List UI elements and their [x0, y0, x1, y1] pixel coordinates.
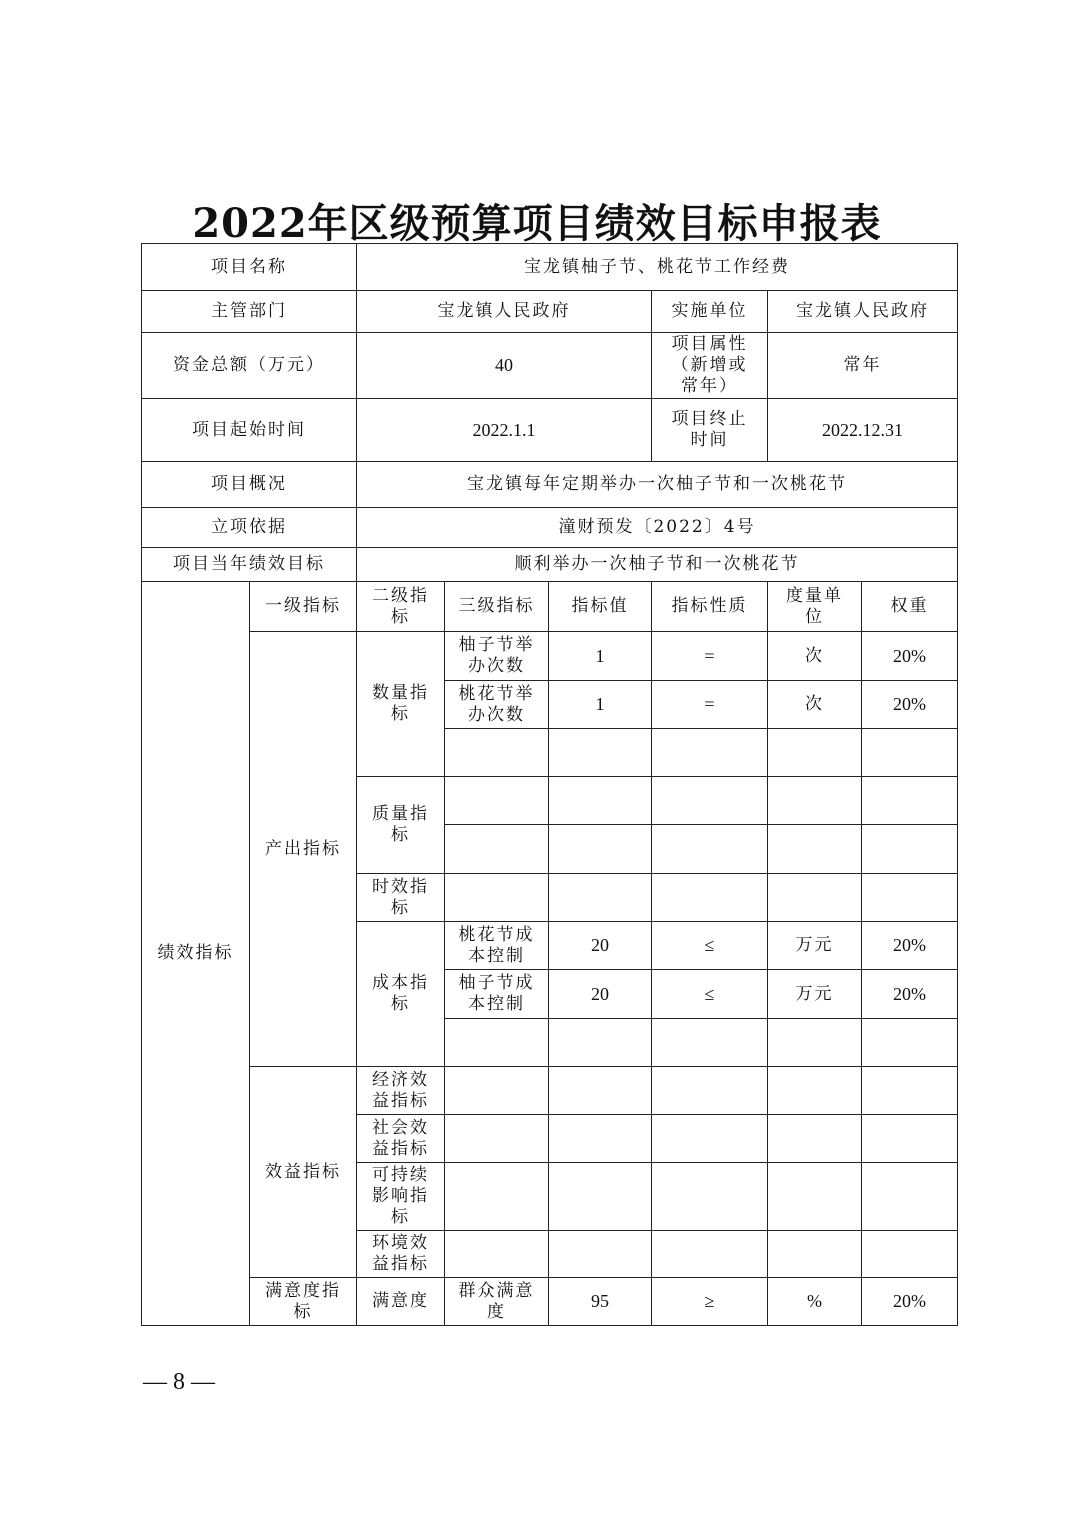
indicator-unit: 万元: [768, 922, 862, 970]
fund-value: 40: [357, 333, 652, 399]
empty-cell: [768, 1163, 862, 1231]
indicator-name: 群众满意度: [445, 1278, 549, 1326]
header-level2: 二级指标: [357, 582, 445, 632]
overview-label: 项目概况: [142, 462, 357, 508]
indicator-weight: 20%: [862, 681, 958, 729]
header-unit: 度量单位: [768, 582, 862, 632]
sustainability-indicator-label: 可持续影响指标: [357, 1163, 445, 1231]
empty-cell: [652, 729, 768, 777]
indicator-value: 95: [549, 1278, 652, 1326]
empty-cell: [862, 1115, 958, 1163]
indicator-unit: %: [768, 1278, 862, 1326]
basis-value: 潼财预发〔2022〕4号: [357, 508, 958, 548]
indicator-value: 20: [549, 922, 652, 970]
end-label: 项目终止时间: [652, 399, 768, 462]
empty-cell: [445, 1163, 549, 1231]
indicator-unit: 次: [768, 632, 862, 681]
benefit-indicator-label: 效益指标: [250, 1067, 357, 1278]
empty-cell: [768, 729, 862, 777]
indicator-weight: 20%: [862, 970, 958, 1019]
empty-cell: [652, 1231, 768, 1278]
empty-cell: [862, 1231, 958, 1278]
fund-label: 资金总额（万元）: [142, 333, 357, 399]
indicator-nature: =: [652, 632, 768, 681]
end-value: 2022.12.31: [768, 399, 958, 462]
indicator-value: 1: [549, 681, 652, 729]
header-nature: 指标性质: [652, 582, 768, 632]
indicator-name: 柚子节成本控制: [445, 970, 549, 1019]
empty-cell: [652, 1163, 768, 1231]
empty-cell: [862, 1067, 958, 1115]
indicator-nature: ≤: [652, 970, 768, 1019]
attr-value: 常年: [768, 333, 958, 399]
empty-cell: [768, 777, 862, 825]
indicator-weight: 20%: [862, 1278, 958, 1326]
indicator-weight: 20%: [862, 922, 958, 970]
page-title: 2022年区级预算项目绩效目标申报表: [192, 200, 882, 247]
empty-cell: [768, 874, 862, 922]
indicator-nature: ≤: [652, 922, 768, 970]
environment-indicator-label: 环境效益指标: [357, 1231, 445, 1278]
dept-label: 主管部门: [142, 291, 357, 333]
empty-cell: [652, 777, 768, 825]
empty-cell: [862, 874, 958, 922]
empty-cell: [549, 1115, 652, 1163]
indicator-nature: ≥: [652, 1278, 768, 1326]
empty-cell: [445, 729, 549, 777]
social-indicator-label: 社会效益指标: [357, 1115, 445, 1163]
project-name-label: 项目名称: [142, 244, 357, 291]
empty-cell: [652, 825, 768, 874]
header-level3: 三级指标: [445, 582, 549, 632]
empty-cell: [652, 874, 768, 922]
indicator-unit: 次: [768, 681, 862, 729]
dept-value: 宝龙镇人民政府: [357, 291, 652, 333]
empty-cell: [862, 825, 958, 874]
attr-label: 项目属性（新增或常年）: [652, 333, 768, 399]
empty-cell: [445, 1231, 549, 1278]
quantity-indicator-label: 数量指标: [357, 632, 445, 777]
perf-indicator-label: 绩效指标: [142, 582, 250, 1326]
performance-table: [141, 243, 958, 1326]
empty-cell: [549, 1019, 652, 1067]
empty-cell: [549, 874, 652, 922]
overview-value: 宝龙镇每年定期举办一次柚子节和一次桃花节: [357, 462, 958, 508]
empty-cell: [862, 1163, 958, 1231]
indicator-nature: =: [652, 681, 768, 729]
satisfaction-label: 满意度: [357, 1278, 445, 1326]
empty-cell: [549, 1163, 652, 1231]
empty-cell: [862, 729, 958, 777]
project-name-value: 宝龙镇柚子节、桃花节工作经费: [357, 244, 958, 291]
empty-cell: [768, 825, 862, 874]
indicator-value: 20: [549, 970, 652, 1019]
quality-indicator-label: 质量指标: [357, 777, 445, 874]
empty-cell: [549, 1067, 652, 1115]
empty-cell: [862, 777, 958, 825]
goal-value: 顺利举办一次柚子节和一次桃花节: [357, 548, 958, 582]
economic-indicator-label: 经济效益指标: [357, 1067, 445, 1115]
indicator-name: 桃花节成本控制: [445, 922, 549, 970]
indicator-name: 柚子节举办次数: [445, 632, 549, 681]
satisfaction-group-label: 满意度指标: [250, 1278, 357, 1326]
impl-value: 宝龙镇人民政府: [768, 291, 958, 333]
impl-label: 实施单位: [652, 291, 768, 333]
empty-cell: [445, 777, 549, 825]
empty-cell: [768, 1231, 862, 1278]
empty-cell: [445, 1019, 549, 1067]
empty-cell: [768, 1115, 862, 1163]
empty-cell: [768, 1019, 862, 1067]
empty-cell: [445, 1115, 549, 1163]
indicator-name: 桃花节举办次数: [445, 681, 549, 729]
empty-cell: [549, 729, 652, 777]
cost-indicator-label: 成本指标: [357, 922, 445, 1067]
empty-cell: [652, 1115, 768, 1163]
empty-cell: [768, 1067, 862, 1115]
start-label: 项目起始时间: [142, 399, 357, 462]
header-value: 指标值: [549, 582, 652, 632]
empty-cell: [445, 874, 549, 922]
empty-cell: [652, 1019, 768, 1067]
header-weight: 权重: [862, 582, 958, 632]
indicator-value: 1: [549, 632, 652, 681]
header-level1: 一级指标: [250, 582, 357, 632]
indicator-unit: 万元: [768, 970, 862, 1019]
empty-cell: [549, 825, 652, 874]
timeliness-indicator-label: 时效指标: [357, 874, 445, 922]
output-indicator-label: 产出指标: [250, 632, 357, 1067]
empty-cell: [549, 777, 652, 825]
goal-label: 项目当年绩效目标: [142, 548, 357, 582]
start-value: 2022.1.1: [357, 399, 652, 462]
indicator-weight: 20%: [862, 632, 958, 681]
empty-cell: [445, 1067, 549, 1115]
basis-label: 立项依据: [142, 508, 357, 548]
page-number: — 8 —: [143, 1369, 215, 1395]
empty-cell: [549, 1231, 652, 1278]
empty-cell: [652, 1067, 768, 1115]
empty-cell: [445, 825, 549, 874]
empty-cell: [862, 1019, 958, 1067]
